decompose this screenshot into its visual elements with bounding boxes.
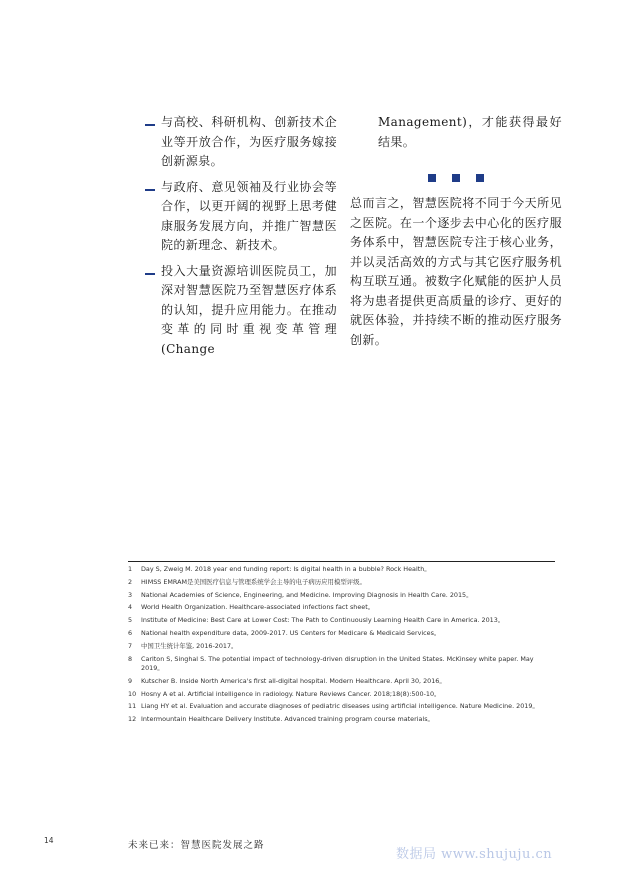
page-number: 14 xyxy=(44,836,54,845)
bullet-text: 与政府、意见领袖及行业协会等合作，以更开阔的视野上思考健康服务发展方向，并推广智慧医院的新理念、新技术。 xyxy=(161,179,337,252)
footnote-list xyxy=(128,565,558,728)
footnote-item xyxy=(128,702,558,712)
footnote-text: HIMSS EMRAM是美国医疗信息与管理系统学会主导的电子病历应用模型评级。 xyxy=(141,577,366,586)
bullet-text: 与高校、科研机构、创新技术企业等开放合作，为医疗服务嫁接创新源泉。 xyxy=(161,115,337,168)
footnote-text: World Health Organization. Healthcare-associated infections fact sheet。 xyxy=(141,603,375,612)
footnote-number: 1 xyxy=(128,565,133,573)
footnote-divider xyxy=(128,561,555,562)
footnote-text: National Academies of Science, Engineering, and Medicine. Improving Diagnosis in Health Care. 2015。 xyxy=(141,590,473,599)
square-icon xyxy=(476,174,484,182)
footnote-item xyxy=(128,655,558,674)
footnote-item xyxy=(128,642,558,652)
footnote-number: 4 xyxy=(128,603,133,612)
bullet-text: 投入大量资源培训医院员工，加深对智慧医院乃至智慧医疗体系的认知，提升应用能力。在推动变革的同时重视变革管理 (Change xyxy=(161,263,337,356)
footnote-text: Day S, Zweig M. 2018 year end funding report: Is digital health in a bubble? Rock Health。 xyxy=(141,565,431,573)
bullet-item xyxy=(145,113,337,172)
footnote-text: 中国卫生统计年鉴, 2016-2017。 xyxy=(141,641,238,650)
footnote-item xyxy=(128,690,558,700)
footnote-text: Hosny A et al. Artificial intelligence in radiology. Nature Reviews Cancer. 2018;18(8):500-10。 xyxy=(141,689,441,698)
square-icon xyxy=(452,174,460,182)
footnote-number: 9 xyxy=(128,676,133,685)
footnote-text: National health expenditure data, 2009-2017. US Centers for Medicare & Medicaid Services。 xyxy=(141,628,441,637)
footnote-text: Liang HY et al. Evaluation and accurate diagnoses of pediatric diseases using artificial intelligence. Nature Medicine. 2019。 xyxy=(141,702,539,711)
footnote-text: Carlton S, Singhal S. The potential impact of technology-driven disruption in the United States. McKinsey white paper. May 2019。 xyxy=(141,654,534,673)
square-icon xyxy=(428,174,436,182)
footnote-item xyxy=(128,603,558,613)
footnote-number: 12 xyxy=(128,715,137,724)
footnote-number: 5 xyxy=(128,616,133,625)
footnote-number: 2 xyxy=(128,577,133,586)
footnote-text: Intermountain Healthcare Delivery Institute. Advanced training program course materials。 xyxy=(141,715,434,724)
footnote-text: Kutscher B. Inside North America's first all-digital hospital. Modern Healthcare. April 30, 2016。 xyxy=(141,676,446,685)
footer-title: 未来已来：智慧医院发展之路 xyxy=(128,840,265,851)
watermark: 数据局 www.shujuju.cn xyxy=(396,847,553,862)
bullet-item xyxy=(145,262,337,360)
left-column xyxy=(145,113,337,365)
right-column xyxy=(350,113,562,350)
section-separator xyxy=(428,174,562,182)
footnote-number: 3 xyxy=(128,590,133,599)
dash-icon xyxy=(145,124,155,126)
footnote-number: 6 xyxy=(128,628,133,637)
footnote-item xyxy=(128,616,558,626)
footnote-item xyxy=(128,591,558,601)
footnote-number: 7 xyxy=(128,641,133,650)
footnote-item xyxy=(128,677,558,687)
summary-paragraph: 总而言之，智慧医院将不同于今天所见之医院。在一个逐步去中心化的医疗服务体系中，智慧医院专注于核心业务，并以灵活高效的方式与其它医疗服务机构互联互通。被数字化赋能的医护人员将为患者提供更高质量的诊疗、更好的就医体验，并持续不断的推动医疗服务创新。 xyxy=(350,196,562,347)
footnote-number: 8 xyxy=(128,654,133,663)
footnote-item xyxy=(128,715,558,725)
dash-icon xyxy=(145,273,155,275)
footnote-item xyxy=(128,578,558,588)
footnote-item xyxy=(128,565,558,575)
footnote-item xyxy=(128,629,558,639)
footnote-text: Institute of Medicine: Best Care at Lower Cost: The Path to Continuously Learning Health Care in America. 2013。 xyxy=(141,616,505,625)
bullet-item xyxy=(145,178,337,256)
footnote-number: 10 xyxy=(128,689,137,698)
continuation-text: Management)，才能获得最好结果。 xyxy=(378,115,562,149)
footnote-number: 11 xyxy=(128,702,137,711)
dash-icon xyxy=(145,189,155,191)
